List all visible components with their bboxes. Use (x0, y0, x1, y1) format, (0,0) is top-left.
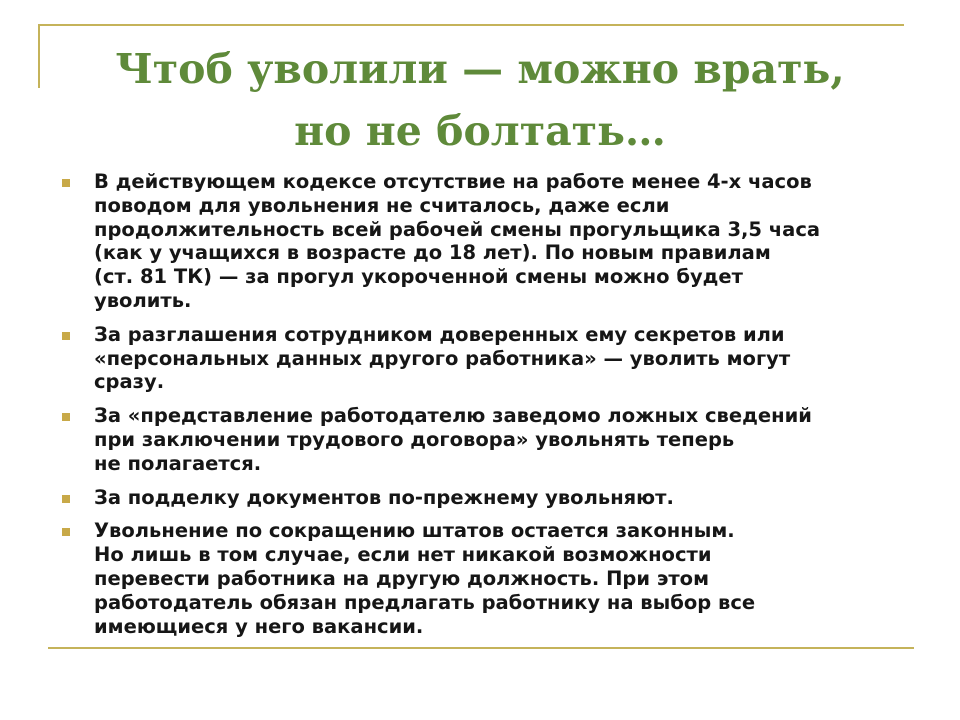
bullet-line: В действующем кодексе отсутствие на работе менее 4-х часов (94, 170, 812, 193)
square-bullet-icon (62, 332, 70, 340)
square-bullet-icon (62, 179, 70, 187)
slide-title-line-1: Чтоб уволили — можно врать, (115, 45, 845, 93)
bullet-line: продолжительность всей рабочей смены прогульщика 3,5 часа (94, 217, 821, 241)
bullet-line: не полагается. (94, 451, 262, 475)
bullet-line: За разглашения сотрудником доверенных ему секретов или (94, 322, 785, 346)
bullet-line: (как у учащихся в возрасте до 18 лет). По новым правилам (94, 241, 771, 265)
bullet-line: За «представление работодателю заведомо ложных сведений (94, 404, 812, 428)
bullet-line: Но лишь в том случае, если нет никакой возможности (94, 543, 712, 567)
bullet-line: имеющиеся у него вакансии. (94, 614, 424, 638)
bullet-line: работодатель обязан предлагать работнику на выбор все (94, 590, 756, 614)
bullet-line: (ст. 81 ТК) — за прогул укороченной смены можно будет (94, 265, 743, 289)
square-bullet-icon (62, 413, 70, 421)
bullet-line: перевести работника на другую должность. При этом (94, 566, 710, 590)
square-bullet-icon (62, 495, 70, 503)
bullet-line: «персональных данных другого работника» — уволить могут (94, 346, 791, 370)
bullet-line: сразу. (94, 370, 165, 394)
bullet-line: поводом для увольнения не считалось, даже если (94, 193, 670, 217)
bullet-item-5 (62, 519, 912, 638)
bullet-line: уволить. (94, 288, 192, 312)
bullet-line: Увольнение по сокращению штатов остается законным. (94, 519, 735, 543)
top-rule (38, 24, 904, 26)
bullet-item-2 (62, 323, 912, 394)
bullet-line: при заключении трудового договора» увольнять теперь (94, 427, 735, 451)
bullet-item-1 (62, 170, 912, 313)
bullet-line: За подделку документов по-прежнему увольняют. (94, 485, 674, 509)
bullet-item-4 (62, 486, 912, 510)
slide-title (40, 38, 920, 162)
slide-title-line-2: но не болтать… (294, 107, 666, 155)
bullet-list (62, 170, 912, 648)
square-bullet-icon (62, 528, 70, 536)
bullet-item-3 (62, 404, 912, 475)
